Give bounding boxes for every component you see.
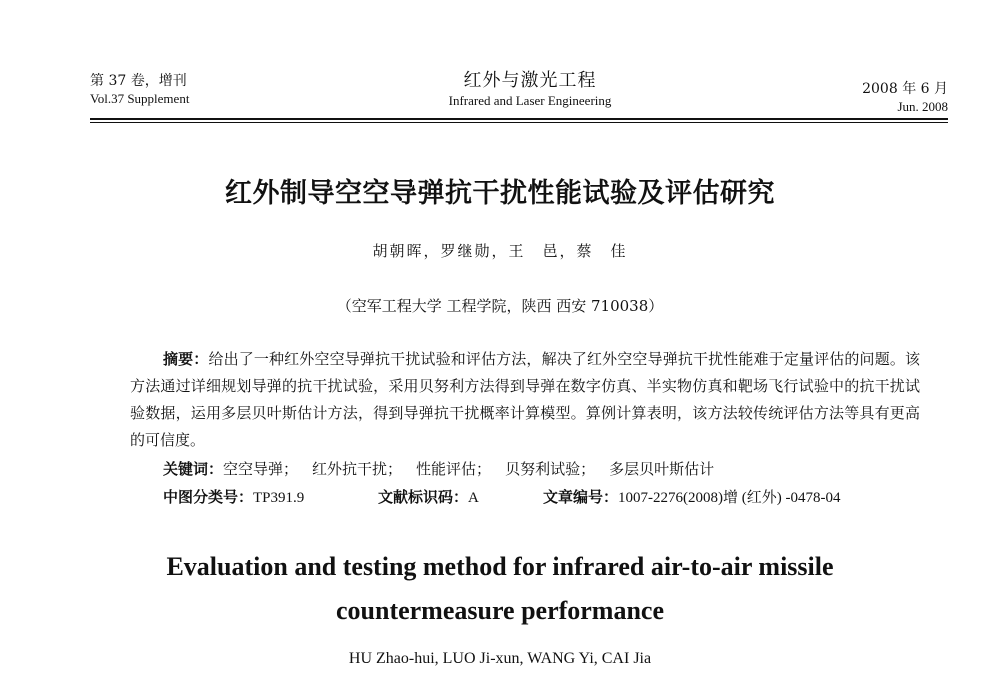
doc-code-label: 文献标识码： — [378, 488, 469, 506]
keyword: 红外抗干扰； — [312, 460, 403, 478]
article-no-label: 文章编号： — [543, 488, 619, 506]
abstract-label: 摘要： — [163, 350, 209, 368]
authors-en: HU Zhao-hui, LUO Ji-xun, WANG Yi, CAI Jia — [348, 650, 652, 667]
header-date — [862, 80, 948, 115]
keyword: 多层贝叶斯估计 — [609, 460, 715, 478]
abstract — [130, 346, 920, 454]
journal-en: Infrared and Laser Engineering — [448, 93, 612, 108]
volume-en: Vol.37 Supplement — [90, 91, 190, 106]
header-rule-thick — [90, 118, 948, 120]
affiliation-cn: （空军工程大学 工程学院，陕西 西安 710038） — [336, 297, 664, 315]
keywords-label: 关键词： — [163, 460, 224, 478]
article-no-group — [543, 486, 840, 509]
clc-group — [163, 486, 378, 509]
keyword: 性能评估； — [416, 460, 492, 478]
article-no-value: 1007-2276(2008)增 (红外) -0478-04 — [618, 490, 841, 506]
abstract-text: 给出了一种红外空空导弹抗干扰试验和评估方法，解决了红外空空导弹抗干扰性能难于定量评估的问题。该方法通过详细规划导弹的抗干扰试验，采用贝努利方法得到导弹在数字仿真、半实物仿真和靶场飞行试验中的抗干扰试验数据，运用多层贝叶斯估计方法，得到导弹抗干扰概率计算模型。算例计算表明，该方法较传统评估方法等具有更高的可信度。 — [130, 350, 920, 449]
date-cn: 2008 年 6 月 — [862, 81, 948, 97]
clc-value: TP391.9 — [253, 490, 305, 506]
title-en-line1: Evaluation and testing method for infrared air-to-air missile — [166, 552, 834, 581]
title-en-line2: countermeasure performance — [335, 596, 665, 625]
keyword: 贝努利试验； — [505, 460, 596, 478]
authors-cn: 胡朝晖，罗继勋，王 邑，蔡 佳 — [372, 242, 628, 260]
journal-cn: 红外与激光工程 — [463, 70, 597, 91]
doc-code-group — [378, 486, 543, 509]
keywords-line — [163, 458, 728, 480]
doc-code-value: A — [468, 490, 479, 506]
header-volume — [90, 72, 189, 107]
clc-label: 中图分类号： — [163, 488, 254, 506]
volume-cn: 第 37 卷，增刊 — [90, 73, 187, 89]
date-en: Jun. 2008 — [897, 99, 948, 114]
header-rule-thin — [90, 122, 948, 123]
header-journal — [380, 70, 680, 109]
classification-line — [163, 486, 840, 509]
keyword: 空空导弹； — [223, 460, 299, 478]
title-en — [0, 545, 1000, 633]
title-cn: 红外制导空空导弹抗干扰性能试验及评估研究 — [225, 178, 775, 209]
